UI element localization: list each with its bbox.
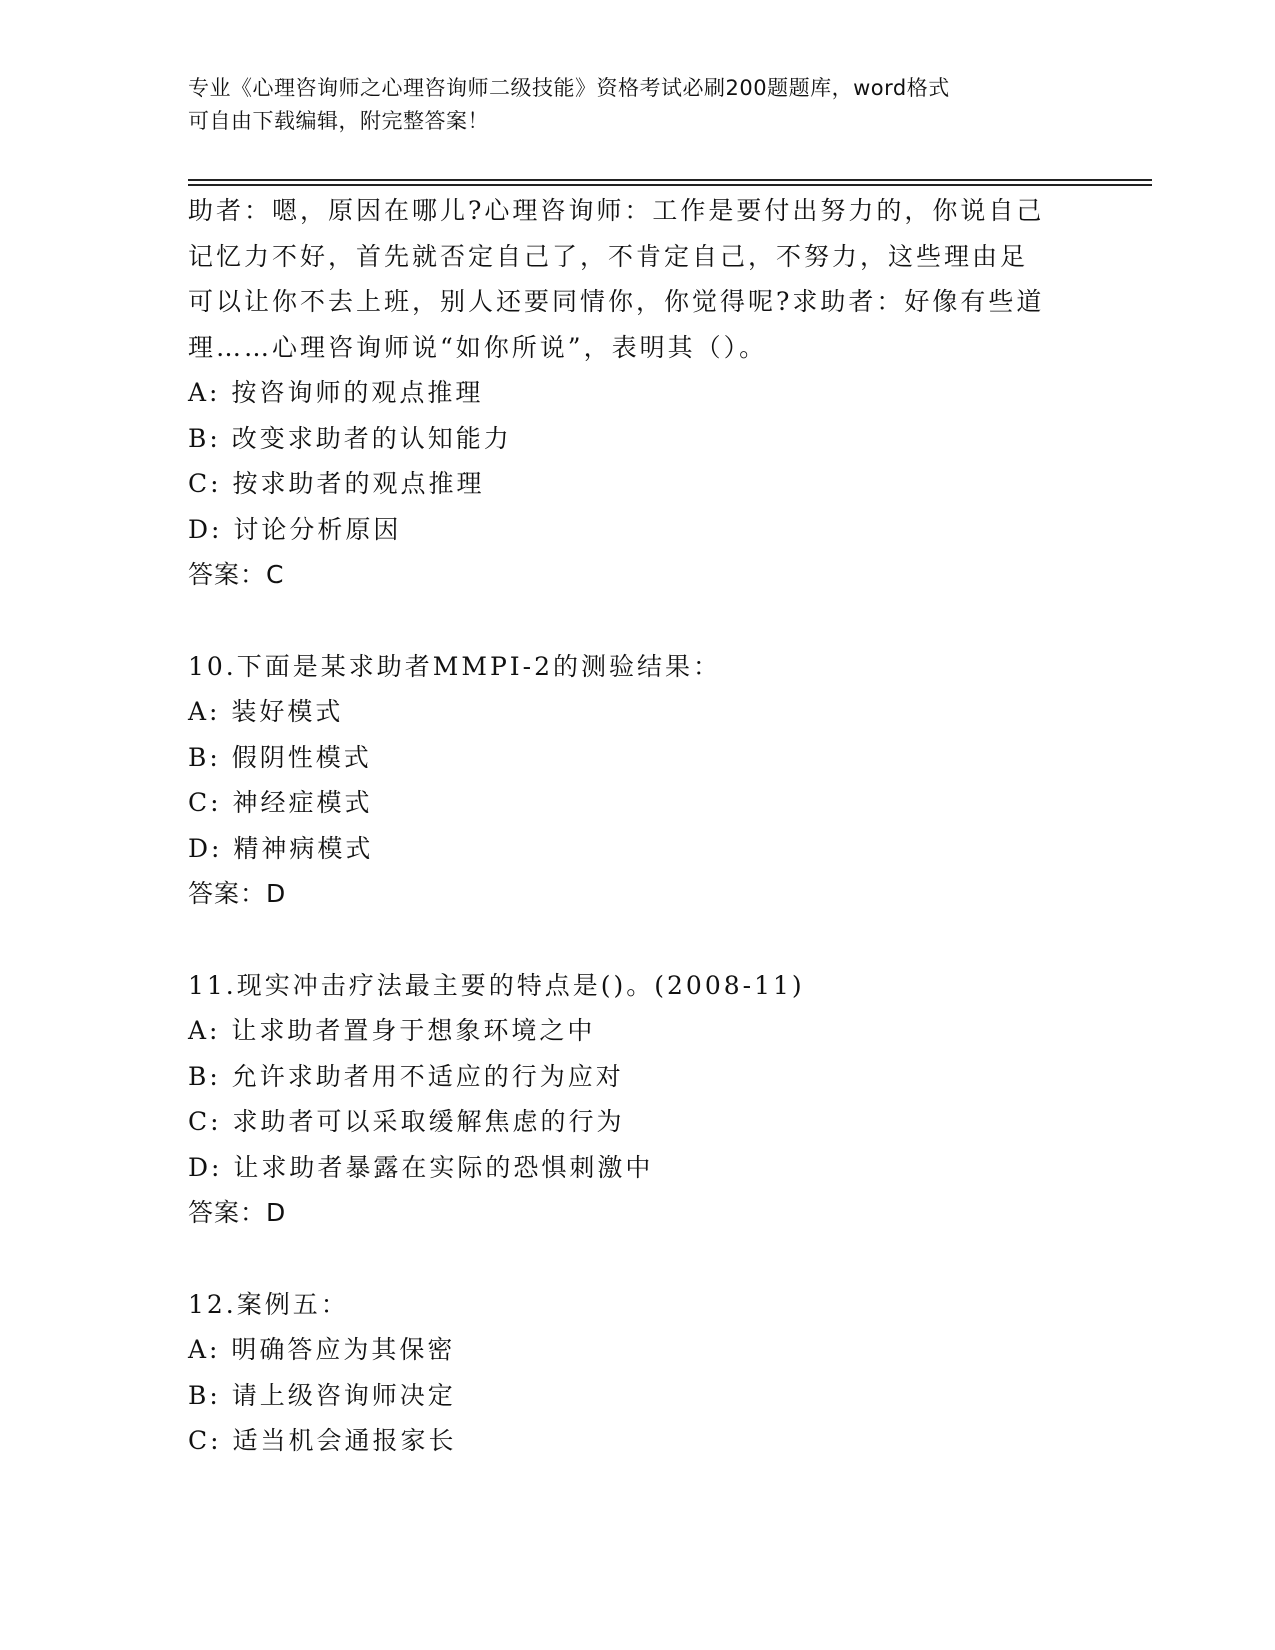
question-11 — [188, 963, 1088, 1236]
option-d: D: 让求助者暴露在实际的恐惧刺激中 — [188, 1152, 654, 1182]
option-c: C: 求助者可以采取缓解焦虑的行为 — [188, 1107, 625, 1136]
question-10 — [188, 644, 1088, 917]
option-b: B: 改变求助者的认知能力 — [188, 423, 512, 453]
question-text: 12.案例五： — [188, 1289, 349, 1319]
option-a: A: 按咨询师的观点推理 — [188, 378, 484, 407]
question-text-line: 助者：嗯，原因在哪儿?心理咨询师：工作是要付出努力的，你说自己 — [188, 196, 1045, 225]
header-title-line-1: 专业《心理咨询师之心理咨询师二级技能》资格考试必刷200题题库，word格式 — [188, 76, 950, 100]
header-divider-top — [188, 179, 1152, 181]
header-title-line-2: 可自由下载编辑，附完整答案！ — [188, 109, 489, 133]
question-text: 11.现实冲击疗法最主要的特点是()。(2008-11) — [188, 970, 805, 1000]
question-text: 10.下面是某求助者MMPI-2的测验结果： — [188, 651, 722, 681]
question-list — [188, 188, 1088, 1464]
option-d: D: 精神病模式 — [188, 833, 374, 863]
question-9 — [188, 188, 1088, 598]
question-text-line: 可以让你不去上班，别人还要同情你，你觉得呢?求助者：好像有些道 — [188, 287, 1045, 316]
option-c: C: 按求助者的观点推理 — [188, 469, 485, 498]
answer-text: 答案：D — [188, 1198, 287, 1227]
option-c: C: 适当机会通报家长 — [188, 1426, 457, 1455]
question-text-line: 记忆力不好，首先就否定自己了，不肯定自己，不努力，这些理由足 — [188, 241, 1029, 271]
document-header — [188, 72, 1068, 138]
option-b: B: 允许求助者用不适应的行为应对 — [188, 1061, 624, 1091]
question-spacer — [188, 1236, 1088, 1282]
question-spacer — [188, 598, 1088, 644]
option-b: B: 请上级咨询师决定 — [188, 1380, 456, 1410]
header-divider-bottom — [188, 184, 1152, 186]
option-c: C: 神经症模式 — [188, 788, 373, 817]
option-d: D: 讨论分析原因 — [188, 514, 402, 544]
option-a: A: 明确答应为其保密 — [188, 1335, 456, 1364]
option-a: A: 让求助者置身于想象环境之中 — [188, 1016, 596, 1045]
option-b: B: 假阴性模式 — [188, 742, 372, 772]
answer-text: 答案：D — [188, 879, 287, 908]
question-12 — [188, 1282, 1088, 1464]
option-a: A: 装好模式 — [188, 697, 344, 726]
answer-text: 答案：C — [188, 560, 285, 589]
question-text-line: 理……心理咨询师说“如你所说”，表明其（）。 — [188, 332, 768, 362]
question-spacer — [188, 917, 1088, 963]
